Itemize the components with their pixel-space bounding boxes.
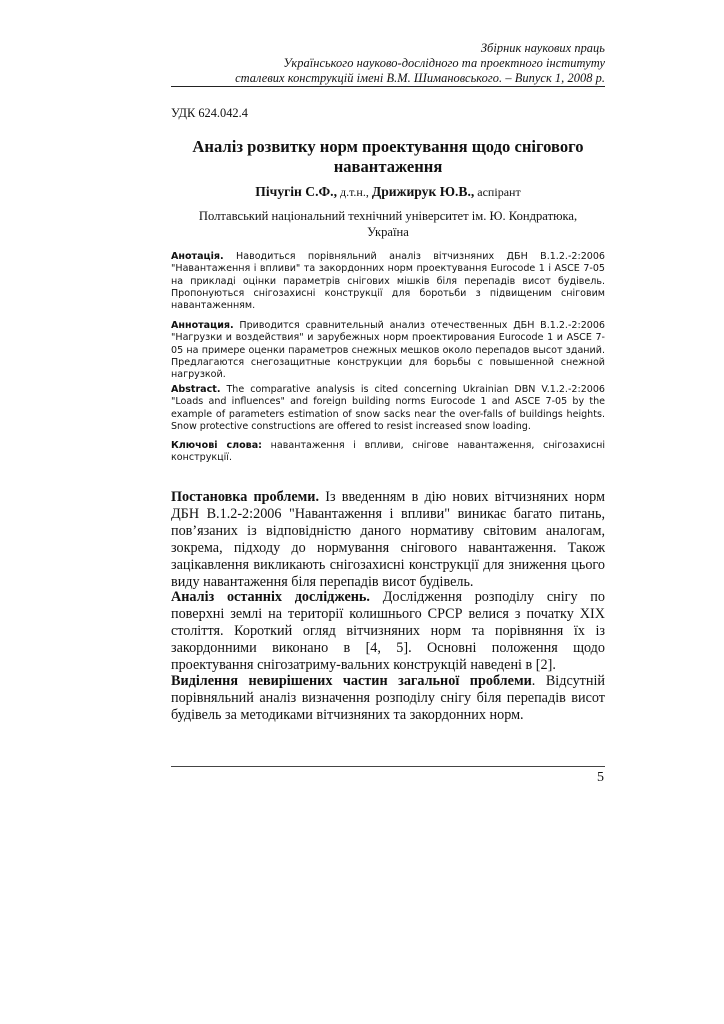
paragraph-2-lead: Аналіз останніх досліджень. [171, 589, 370, 605]
author-2-name: Дрижирук Ю.В., [371, 184, 475, 199]
affiliation-line-1: Полтавський національний технічний університет ім. Ю. Кондратюка, [198, 209, 578, 223]
title-line-1: Аналіз розвитку норм проектування щодо снігового [192, 137, 584, 156]
author-2-degree: аспірант [474, 185, 521, 199]
footer-rule [171, 766, 605, 767]
paragraph-recent-research [171, 589, 605, 674]
author-1-name: Пічугін С.Ф., [255, 184, 337, 199]
running-header-line-3: сталевих конструкцій імені В.М. Шимановського. – Випуск 1, 2008 р. [235, 71, 605, 85]
keywords [171, 440, 605, 465]
abstract-en-text: The comparative analysis is cited concerning Ukrainian DBN V.1.2.-2:2006 "Loads and influences" and foreign building norms Eurocode 1 and ASCE 7-05 by the example of parameters estimation of snow sacks near the over-falls of buildings heights. Snow protective constructions are offered to resist increased snow loading. [171, 384, 605, 432]
running-header-line-1: Збірник наукових праць [480, 41, 605, 55]
keywords-text: навантаження і впливи, снігове навантаження, снігозахисні конструкції. [171, 440, 605, 464]
paragraph-2-text: Дослідження розподілу снігу по поверхні землі на території колишнього СРСР велися з початку XIX століття. Короткий огляд вітчизняних норм та порівняння їх із закордонними виконано в [4, 5]. Основні положення щодо проектування снігозатриму-вальних конструкцій наведені в [2]. [171, 589, 605, 673]
paragraph-problem-statement [171, 489, 605, 590]
paragraph-3-lead: Виділення невирішених частин загальної проблеми [171, 673, 532, 689]
page-number: 5 [597, 770, 604, 785]
abstract-ukrainian [171, 251, 605, 312]
udc-code: УДК 624.042.4 [171, 106, 248, 120]
abstract-ru-text: Приводится сравнительный анализ отечественных ДБН В.1.2.-2:2006 "Нагрузки и воздействия" и зарубежных норм проектирования Eurocode 1 и ASCE 7-05 на примере оценки параметров снежных мешков около перепадов высот зданий. Предлагаются снегозащитные конструкции для борьбы с повышенной снежной нагрузкой. [171, 320, 605, 381]
abstract-english [171, 384, 605, 433]
abstract-en-label: Abstract. [171, 384, 221, 395]
abstract-russian [171, 320, 605, 381]
article-title [171, 137, 605, 177]
author-1-degree: д.т.н., [336, 185, 372, 199]
title-line-2: навантаження [333, 157, 443, 176]
affiliation [171, 208, 605, 240]
abstract-uk-label: Анотація. [171, 251, 224, 262]
paragraph-unresolved-problems [171, 673, 605, 724]
paragraph-1-text: Із введенням в дію нових вітчизняних норм ДБН В.1.2-2:2006 "Навантаження і впливи" виникає багато питань, пов’язаних із відповідністю даного нормативу світовим аналогам, зокрема, підходу до нормування снігового навантаження. Також зацікавлення викликають снігозахисні конструкції для зниження цього виду навантаження біля перепадів висот будівель. [171, 489, 605, 590]
authors [171, 184, 605, 200]
paragraph-3-text: . Відсутній порівняльний аналіз визначення розподілу снігу біля перепадів висот будівель за методиками вітчизняних та закордонних норм. [171, 673, 605, 723]
running-header-line-2: Українського науково-дослідного та проектного інституту [283, 56, 605, 70]
abstract-uk-text: Наводиться порівняльний аналіз вітчизняних ДБН В.1.2.-2:2006 "Навантаження і впливи" та закордонних норм проектування Eurocode 1 і ASCE 7-05 на прикладі оцінки параметрів снігових мішків біля перепадів висот будівель. Пропонуються снігозахисні конструкції для боротьби з підвищеним сніговим навантаженням. [171, 251, 605, 312]
affiliation-line-2: Україна [367, 225, 409, 239]
abstract-ru-label: Аннотация. [171, 320, 234, 331]
paragraph-1-lead: Постановка проблеми. [171, 489, 320, 505]
header-rule [171, 86, 605, 87]
running-header [171, 41, 605, 86]
keywords-label: Ключові слова: [171, 440, 262, 451]
